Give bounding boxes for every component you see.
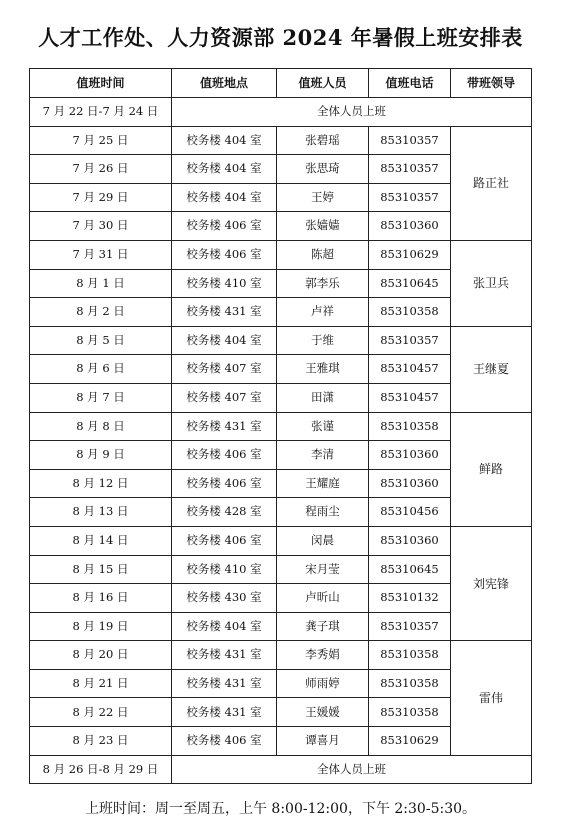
duty-location-cell: 校务楼 431 室 [172,298,277,327]
all-staff-row-end [30,755,532,784]
duty-person-cell: 王雅琪 [277,355,369,384]
duty-phone-cell: 85310645 [369,269,451,298]
duty-location-cell: 校务楼 404 室 [172,126,277,155]
duty-location-cell: 校务楼 407 室 [172,383,277,412]
duty-phone-cell: 85310629 [369,240,451,269]
duty-location-cell: 校务楼 410 室 [172,269,277,298]
duty-location-cell: 校务楼 406 室 [172,212,277,241]
leader-cell: 张卫兵 [451,240,532,326]
duty-person-cell: 田潇 [277,383,369,412]
table-row [30,412,532,441]
duty-phone-cell: 85310360 [369,212,451,241]
table-row [30,526,532,555]
duty-date-cell: 8 月 13 日 [30,498,172,527]
all-staff-date: 7 月 22 日-7 月 24 日 [30,98,172,127]
duty-location-cell: 校务楼 406 室 [172,240,277,269]
duty-phone-cell: 85310456 [369,498,451,527]
duty-date-cell: 8 月 9 日 [30,441,172,470]
duty-date-cell: 8 月 19 日 [30,612,172,641]
schedule-table [29,68,532,784]
duty-date-cell: 8 月 1 日 [30,269,172,298]
duty-location-cell: 校务楼 407 室 [172,355,277,384]
duty-phone-cell: 85310358 [369,669,451,698]
duty-phone-cell: 85310358 [369,641,451,670]
duty-location-cell: 校务楼 406 室 [172,526,277,555]
header-leader: 带班领导 [451,69,532,98]
leader-cell: 王继夏 [451,326,532,412]
duty-person-cell: 王媛媛 [277,698,369,727]
duty-person-cell: 程雨尘 [277,498,369,527]
duty-person-cell: 陈超 [277,240,369,269]
duty-date-cell: 8 月 14 日 [30,526,172,555]
table-row [30,240,532,269]
duty-location-cell: 校务楼 428 室 [172,498,277,527]
duty-location-cell: 校务楼 431 室 [172,698,277,727]
duty-date-cell: 7 月 31 日 [30,240,172,269]
duty-person-cell: 卢祥 [277,298,369,327]
duty-phone-cell: 85310357 [369,155,451,184]
duty-date-cell: 8 月 8 日 [30,412,172,441]
duty-phone-cell: 85310357 [369,183,451,212]
duty-phone-cell: 85310360 [369,441,451,470]
table-header-row [30,69,532,98]
duty-location-cell: 校务楼 431 室 [172,669,277,698]
duty-location-cell: 校务楼 430 室 [172,584,277,613]
duty-phone-cell: 85310457 [369,355,451,384]
duty-person-cell: 张嫱嫱 [277,212,369,241]
duty-date-cell: 8 月 15 日 [30,555,172,584]
table-row [30,641,532,670]
table-row [30,326,532,355]
duty-location-cell: 校务楼 406 室 [172,441,277,470]
duty-phone-cell: 85310360 [369,526,451,555]
duty-person-cell: 于维 [277,326,369,355]
header-duty-time: 值班时间 [30,69,172,98]
duty-phone-cell: 85310457 [369,383,451,412]
duty-person-cell: 王耀庭 [277,469,369,498]
duty-date-cell: 8 月 5 日 [30,326,172,355]
duty-location-cell: 校务楼 404 室 [172,326,277,355]
page-title: 人才工作处、人力资源部 2024 年暑假上班安排表 [38,25,523,50]
duty-date-cell: 7 月 29 日 [30,183,172,212]
duty-phone-cell: 85310358 [369,412,451,441]
duty-date-cell: 8 月 2 日 [30,298,172,327]
duty-phone-cell: 85310357 [369,126,451,155]
duty-location-cell: 校务楼 431 室 [172,641,277,670]
duty-phone-cell: 85310629 [369,727,451,756]
duty-date-cell: 8 月 20 日 [30,641,172,670]
duty-phone-cell: 85310132 [369,584,451,613]
header-duty-phone: 值班电话 [369,69,451,98]
all-staff-date: 8 月 26 日-8 月 29 日 [30,755,172,784]
duty-location-cell: 校务楼 404 室 [172,155,277,184]
duty-person-cell: 王婷 [277,183,369,212]
header-duty-person: 值班人员 [277,69,369,98]
duty-date-cell: 7 月 30 日 [30,212,172,241]
duty-location-cell: 校务楼 404 室 [172,612,277,641]
duty-date-cell: 8 月 12 日 [30,469,172,498]
leader-cell: 鲜路 [451,412,532,526]
duty-date-cell: 8 月 16 日 [30,584,172,613]
duty-person-cell: 李清 [277,441,369,470]
duty-phone-cell: 85310357 [369,326,451,355]
duty-person-cell: 李秀娟 [277,641,369,670]
duty-person-cell: 张思琦 [277,155,369,184]
duty-person-cell: 卢昕山 [277,584,369,613]
duty-date-cell: 8 月 21 日 [30,669,172,698]
header-duty-location: 值班地点 [172,69,277,98]
table-row [30,126,532,155]
duty-person-cell: 师雨婷 [277,669,369,698]
duty-person-cell: 张碧瑶 [277,126,369,155]
all-staff-note: 全体人员上班 [172,98,532,127]
working-hours-note: 上班时间：周一至周五，上午 8:00-12:00，下午 2:30-5:30。 [84,801,477,817]
duty-phone-cell: 85310358 [369,298,451,327]
duty-person-cell: 宋月莹 [277,555,369,584]
duty-location-cell: 校务楼 410 室 [172,555,277,584]
all-staff-note: 全体人员上班 [172,755,532,784]
duty-person-cell: 龚子琪 [277,612,369,641]
duty-date-cell: 8 月 6 日 [30,355,172,384]
leader-cell: 刘宪锋 [451,526,532,640]
duty-phone-cell: 85310358 [369,698,451,727]
all-staff-row-start [30,98,532,127]
duty-date-cell: 8 月 7 日 [30,383,172,412]
duty-phone-cell: 85310360 [369,469,451,498]
leader-cell: 路正社 [451,126,532,240]
duty-person-cell: 闵晨 [277,526,369,555]
duty-date-cell: 7 月 25 日 [30,126,172,155]
duty-location-cell: 校务楼 406 室 [172,469,277,498]
duty-location-cell: 校务楼 406 室 [172,727,277,756]
duty-phone-cell: 85310357 [369,612,451,641]
duty-date-cell: 8 月 22 日 [30,698,172,727]
duty-person-cell: 谭喜月 [277,727,369,756]
duty-person-cell: 张谨 [277,412,369,441]
duty-date-cell: 7 月 26 日 [30,155,172,184]
duty-person-cell: 郭李乐 [277,269,369,298]
table-body [30,98,532,784]
leader-cell: 雷伟 [451,641,532,755]
duty-date-cell: 8 月 23 日 [30,727,172,756]
duty-location-cell: 校务楼 404 室 [172,183,277,212]
duty-phone-cell: 85310645 [369,555,451,584]
duty-location-cell: 校务楼 431 室 [172,412,277,441]
